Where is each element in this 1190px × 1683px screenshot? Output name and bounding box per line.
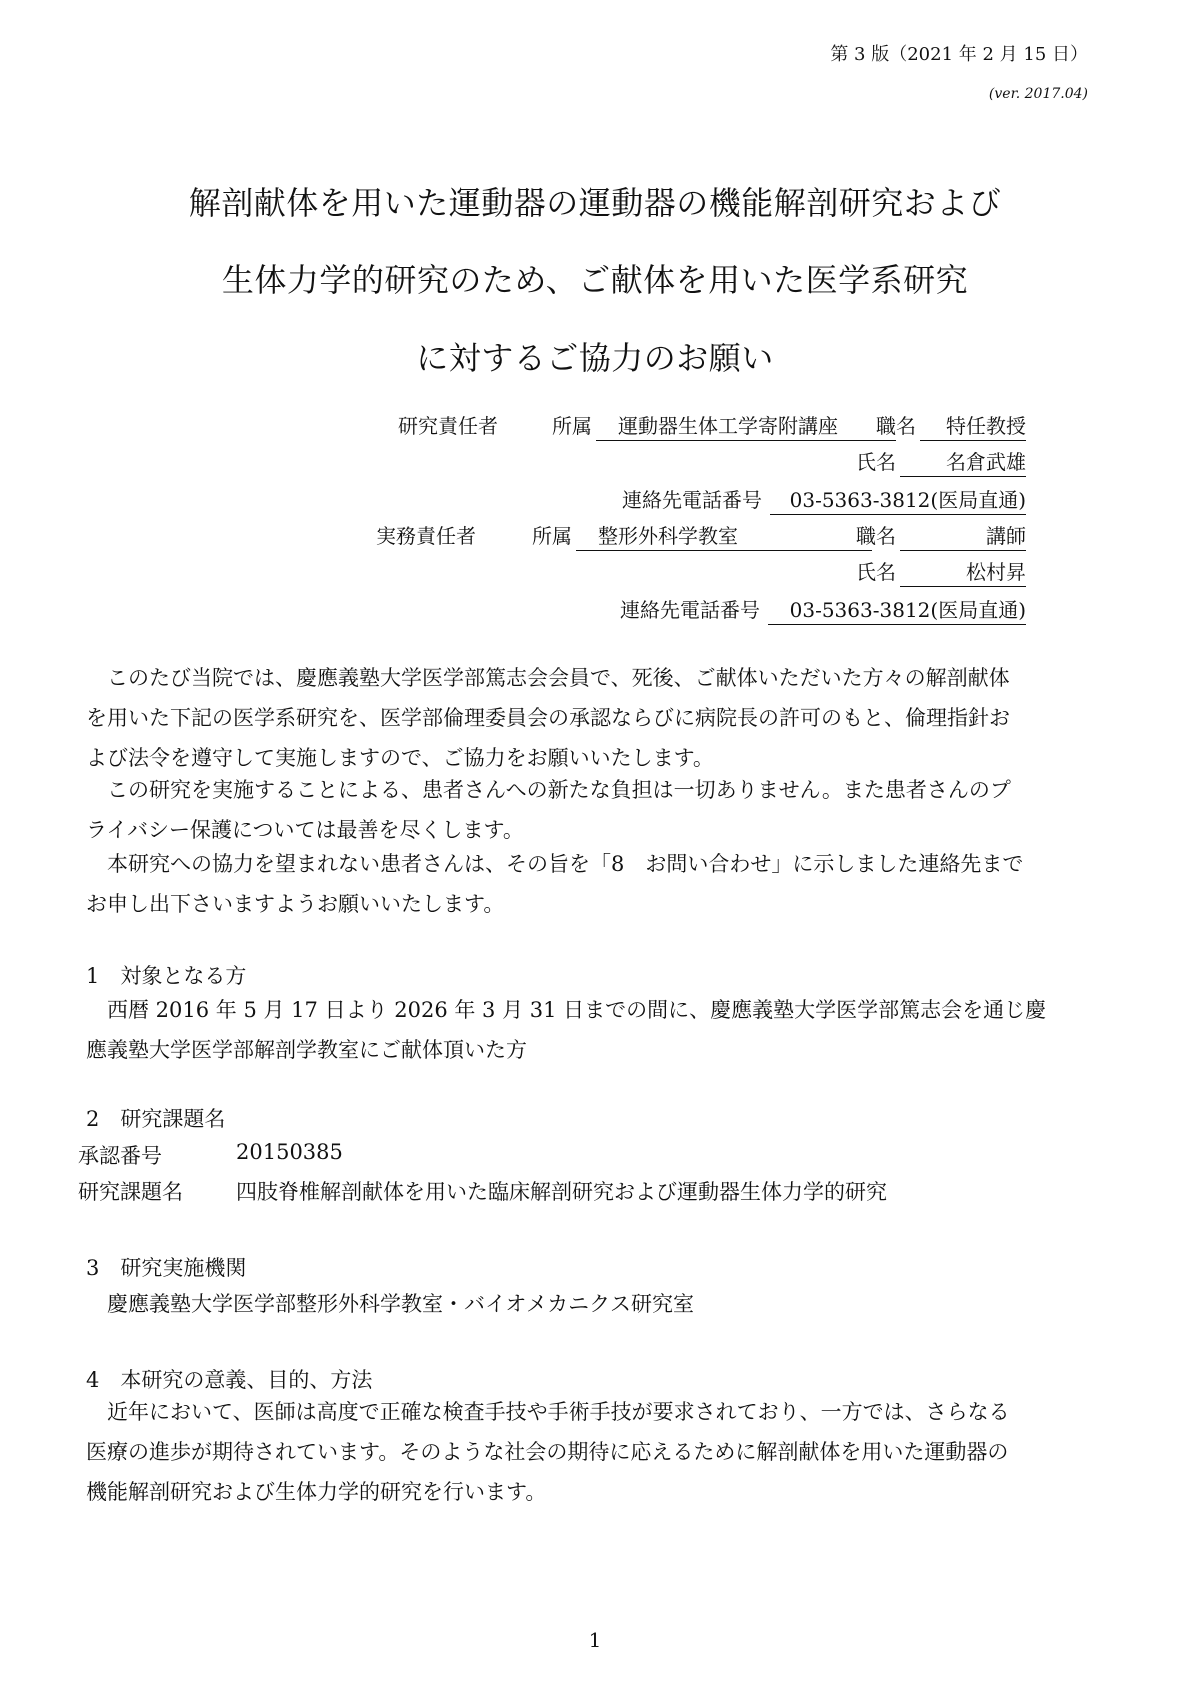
research-title-value: 四肢脊椎解剖献体を用いた臨床解剖研究および運動器生体力学的研究: [236, 1180, 887, 1204]
intro-p1-line: を用いた下記の医学系研究を、医学部倫理委員会の承認ならびに病院長の許可のもと、倫理指針お: [86, 706, 1010, 730]
section-1-line: 西暦 2016 年 5 月 17 日より 2026 年 3 月 31 日までの間に、慶應義塾大学医学部篤志会を通じ慶: [86, 998, 1047, 1022]
admin-name-text: 松村昇: [900, 556, 1026, 587]
research-affiliation-text: 運動器生体工学寄附講座: [596, 410, 896, 441]
section-4-heading: 4 本研究の意義、目的、方法: [86, 1368, 373, 1392]
section-1-text: [86, 990, 1106, 1070]
research-position-value: [920, 410, 1026, 441]
section-4-line: 近年において、医師は高度で正確な検査手技や手術手技が要求されており、一方では、さらなる: [86, 1400, 1010, 1424]
intro-p2-line: ライバシー保護については最善を尽くします。: [86, 818, 524, 842]
research-name-label: 氏名: [856, 450, 896, 474]
research-name-value: [900, 446, 1026, 477]
section-1-heading: 1 対象となる方: [86, 964, 247, 988]
approval-number-label: 承認番号: [78, 1144, 162, 1168]
intro-paragraph-2: [86, 770, 1106, 850]
intro-p3-line: お申し出下さいますようお願いいたします。: [86, 892, 505, 916]
research-position-label: 職名: [876, 414, 916, 438]
admin-phone-label: 連絡先電話番号: [620, 598, 760, 622]
research-lead-label: 研究責任者: [398, 414, 498, 438]
research-phone-label: 連絡先電話番号: [622, 488, 762, 512]
section-2-heading: 2 研究課題名: [86, 1107, 226, 1131]
research-affiliation-label: 所属: [552, 414, 592, 438]
section-3-heading: 3 研究実施機関: [86, 1256, 247, 1280]
edition-date: 第 3 版（2021 年 2 月 15 日）: [830, 44, 1088, 65]
research-name-text: 名倉武雄: [900, 446, 1026, 477]
intro-p1-line: このたび当院では、慶應義塾大学医学部篤志会会員で、死後、ご献体いただいた方々の解剖献体: [86, 666, 1010, 690]
admin-name-label: 氏名: [856, 560, 896, 584]
section-3-text: 慶應義塾大学医学部整形外科学教室・バイオメカニクス研究室: [86, 1292, 694, 1316]
document-title-line-3: に対するご協力のお願い: [416, 339, 774, 377]
intro-p3-line: 本研究への協力を望まれない患者さんは、その旨を「8 お問い合わせ」に示しました連絡先まで: [86, 852, 1024, 876]
intro-paragraph-3: [86, 844, 1106, 924]
admin-phone-value: [768, 594, 1026, 625]
research-title-label: 研究課題名: [78, 1180, 183, 1204]
admin-position-text: 講師: [900, 520, 1026, 551]
research-position-text: 特任教授: [920, 410, 1026, 441]
admin-position-label: 職名: [856, 524, 896, 548]
research-affiliation-value: [596, 410, 896, 441]
document-title-line-2: 生体力学的研究のため、ご献体を用いた医学系研究: [221, 261, 969, 299]
admin-phone-text: 03-5363-3812(医局直通): [768, 594, 1026, 625]
admin-lead-label: 実務責任者: [376, 524, 476, 548]
admin-position-value: [900, 520, 1026, 551]
admin-affiliation-value: [576, 520, 872, 551]
intro-paragraph-1: [86, 658, 1106, 778]
research-phone-value: [770, 484, 1026, 515]
admin-name-value: [900, 556, 1026, 587]
research-phone-text: 03-5363-3812(医局直通): [770, 484, 1026, 515]
intro-p2-line: この研究を実施することによる、患者さんへの新たな負担は一切ありません。また患者さんのプ: [86, 778, 1011, 802]
intro-p1-line: よび法令を遵守して実施しますので、ご協力をお願いいたします。: [86, 746, 714, 770]
admin-affiliation-text: 整形外科学教室: [576, 520, 872, 551]
section-4-text: [86, 1392, 1106, 1512]
section-4-line: 医療の進歩が期待されています。そのような社会の期待に応えるために解剖献体を用いた運動器の: [86, 1440, 1009, 1464]
version-label: (ver. 2017.04): [988, 86, 1088, 102]
approval-number-value: 20150385: [236, 1140, 343, 1164]
document-title-line-1: 解剖献体を用いた運動器の運動器の機能解剖研究および: [188, 184, 1002, 222]
page-number: 1: [588, 1628, 602, 1652]
admin-affiliation-label: 所属: [532, 524, 572, 548]
section-4-line: 機能解剖研究および生体力学的研究を行います。: [86, 1480, 547, 1504]
section-1-line: 應義塾大学医学部解剖学教室にご献体頂いた方: [86, 1038, 527, 1062]
